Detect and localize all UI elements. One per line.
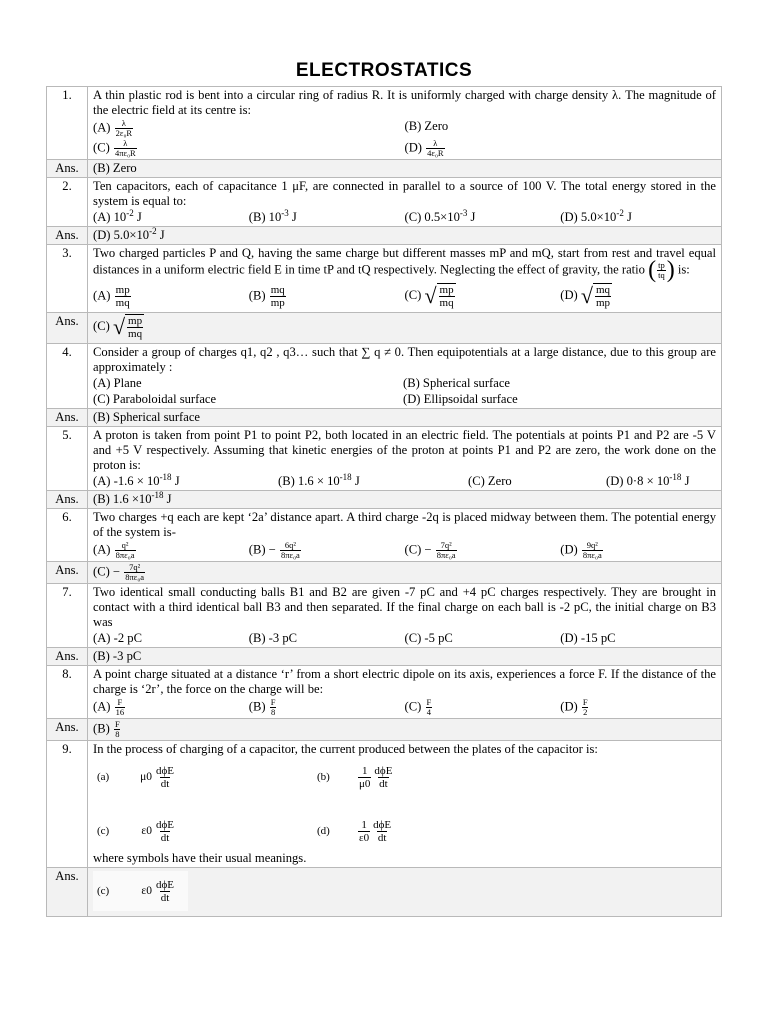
- option-b: (B) − $\frac{\text{6q²}}{\text{8πε₀a}}$: [248, 540, 300, 560]
- option-b: (B) $10^{-3}$ J: [248, 207, 297, 224]
- answer-text: (B) Spherical surface: [88, 409, 722, 427]
- question-text: A proton is taken from point P1 to point P2, both located in an electric field. The potentials at points P1 and P2 are -5 V and +5 V respectively. Assuming that kinetic energies of the proton at points P1 and P2 are zero, the work done on the proton is:: [93, 428, 716, 472]
- option-b: (B) $\frac{mq}{mp}$: [248, 283, 285, 309]
- question-number: 3.: [47, 245, 88, 313]
- question-row-5: [47, 427, 722, 491]
- question-row-8: [47, 666, 722, 719]
- option-d: (D) Ellipsoidal surface: [403, 392, 518, 406]
- answer-row-7: [47, 648, 722, 666]
- question-number: 4.: [47, 344, 88, 409]
- question-row-2: [47, 178, 722, 227]
- answer-text: (D) $5.0\times 10^{-2}$ J: [88, 227, 722, 245]
- options: [93, 376, 716, 391]
- question-text: Consider a group of charges q1, q2 , q3… such that ∑ q ≠ 0. Then equipotentials at a large distance, due to this group are approximately :: [93, 345, 716, 374]
- options: [93, 471, 716, 489]
- options: [93, 631, 716, 646]
- options: [93, 281, 716, 311]
- question-number: 8.: [47, 666, 88, 719]
- question-number: 5.: [47, 427, 88, 491]
- option-a: (A) $\frac{F}{16}$: [93, 697, 125, 717]
- options: [93, 541, 716, 560]
- option-b: (B) Spherical surface: [403, 376, 510, 390]
- option-b: (B) $1.6 \times 10^{-18}$ J: [278, 471, 360, 488]
- option-d: (D) √ $\frac{mq}{mp}$: [560, 283, 611, 309]
- options: [93, 811, 716, 851]
- option-c: (C) Paraboloidal surface: [93, 392, 217, 406]
- answer-label: Ans.: [47, 409, 88, 427]
- options: [93, 698, 716, 717]
- question-table: [46, 86, 722, 917]
- option-d: (D) $0\cdot 8 \times 10^{-18}$ J: [606, 471, 690, 488]
- option-a: (A) -2 pC: [93, 631, 142, 645]
- option-d: (D) $\frac{\lambda}{\text{4ε₀R}}$: [404, 138, 444, 158]
- option-d: (D) $\frac{F}{2}$: [560, 697, 588, 717]
- option-c: (C) -5 pC: [404, 631, 453, 645]
- question-text: Two identical small conducting balls B1 and B2 are given -7 pC and +4 pC charges respectively. They are brought in contact with a third identical ball B3 and then separated. If the final charge on each ball is -2 pC, the initial charge on B3 was: [93, 585, 716, 629]
- answer-row-3: [47, 313, 722, 344]
- option-c: (C) $\frac{\lambda}{\text{4πε₀R}}$: [93, 138, 136, 158]
- option-c: (C) √ $\frac{mp}{mq}$: [404, 283, 454, 309]
- answer-label: Ans.: [47, 313, 88, 344]
- answer-label: Ans.: [47, 491, 88, 509]
- question-text: A point charge situated at a distance ‘r’ from a short electric dipole on its axis, experiences a force F. If the distance of the charge is ‘2r’, the force on the charge will be:: [93, 667, 716, 696]
- answer-text: (C) − $\frac{\text{7q²}}{\text{8πε₀a}}$: [88, 562, 722, 584]
- option-a: (a) μ0 $\frac{\text{dϕE}}{dt}$: [97, 764, 175, 790]
- option-b: (B) Zero: [404, 119, 449, 133]
- answer-row-6: [47, 562, 722, 584]
- options: [93, 139, 716, 158]
- question-footer: where symbols have their usual meanings.: [93, 851, 307, 865]
- answer-row-4: [47, 409, 722, 427]
- question-row-7: [47, 584, 722, 648]
- option-c: (C) $0.5\times 10^{-3}$ J: [404, 207, 476, 224]
- answer-label: Ans.: [47, 562, 88, 584]
- question-row-9: [47, 741, 722, 868]
- question-text: Two charges +q each are kept ‘2a’ distance apart. A third charge -2q is placed midway between them. The potential energy of the system is-: [93, 510, 716, 539]
- answer-text: (B) $1.6 \times 10^{-18}$ J: [88, 491, 722, 509]
- options: [93, 207, 716, 225]
- question-number: 2.: [47, 178, 88, 227]
- options: [93, 392, 716, 407]
- option-a: (A) Plane: [93, 376, 142, 390]
- question-text: In the process of charging of a capacitor, the current produced between the plates of the capacitor is:: [93, 742, 598, 756]
- question-number: 9.: [47, 741, 88, 868]
- answer-label: Ans.: [47, 719, 88, 741]
- answer-row-8: [47, 719, 722, 741]
- question-text: A thin plastic rod is bent into a circular ring of radius R. It is uniformly charged with charge density λ. The magnitude of the electric field at its centre is:: [93, 88, 716, 117]
- option-c: (C) − $\frac{\text{7q²}}{\text{8πε₀a}}$: [404, 540, 456, 560]
- answer-text: (C) √ $\frac{mp}{mq}$: [88, 313, 722, 344]
- option-a: (A) $\frac{\text{q²}}{\text{8πε₀a}}$: [93, 540, 135, 560]
- option-d: (D) $5.0\times 10^{-2}$ J: [560, 207, 632, 224]
- option-d: (d) $\frac{1}{\varepsilon 0}$ $\frac{\text{dϕE}}{dt}$: [317, 818, 392, 844]
- options: [93, 757, 716, 797]
- answer-row-1: [47, 160, 722, 178]
- answer-label: Ans.: [47, 227, 88, 245]
- option-d: (D) $\frac{\text{9q²}}{\text{8πε₀a}}$: [560, 540, 602, 560]
- question-row-3: [47, 245, 722, 313]
- page-title: ELECTROSTATICS: [295, 60, 473, 81]
- option-c: (C) $\frac{F}{4}$: [404, 697, 432, 717]
- options: [93, 119, 716, 138]
- answer-text: (c) ε0 $\frac{\text{dϕE}}{dt}$: [93, 871, 188, 911]
- option-a: (A) $\frac{\lambda}{\text{2ε₀R}}$: [93, 118, 133, 138]
- option-a: (A) $10^{-2}$ J: [93, 207, 142, 224]
- option-b: (b) $\frac{1}{\mu 0}$ $\frac{\text{dϕE}}{dt}$: [317, 764, 393, 790]
- question-text: Ten capacitors, each of capacitance 1 μF, are connected in parallel to a source of 100 V. The total energy stored in the system is equal to:: [93, 179, 716, 208]
- answer-row-5: [47, 491, 722, 509]
- option-a: (A) $-1.6 \times 10^{-18}$ J: [93, 471, 180, 488]
- option-b: (B) -3 pC: [248, 631, 298, 645]
- answer-label: Ans.: [47, 868, 88, 917]
- answer-text: (B) -3 pC: [88, 648, 722, 666]
- option-a: (A) $\frac{mp}{mq}$: [93, 283, 130, 309]
- question-number: 1.: [47, 87, 88, 160]
- question-text: Two charged particles P and Q, having the same charge but different masses mP and mQ, start from rest and travel equal distances in a uniform electric field E in time tP and tQ respectively. Neglecting the effect of gravity, the ratio ( $\frac{tp}{tq}$ ) is:: [93, 246, 716, 283]
- question-row-6: [47, 509, 722, 562]
- answer-label: Ans.: [47, 160, 88, 178]
- option-b: (B) $\frac{F}{8}$: [248, 697, 276, 717]
- answer-text: (B) Zero: [88, 160, 722, 178]
- question-number: 6.: [47, 509, 88, 562]
- answer-row-2: [47, 227, 722, 245]
- answer-row-9: [47, 868, 722, 917]
- option-d: (D) -15 pC: [560, 631, 616, 645]
- answer-label: Ans.: [47, 648, 88, 666]
- answer-text: (B) $\frac{F}{8}$: [88, 719, 722, 741]
- option-c: (C) Zero: [468, 474, 512, 488]
- question-number: 7.: [47, 584, 88, 648]
- question-row-1: [47, 87, 722, 160]
- question-row-4: [47, 344, 722, 409]
- option-c: (c) ε0 $\frac{\text{dϕE}}{dt}$: [97, 818, 175, 844]
